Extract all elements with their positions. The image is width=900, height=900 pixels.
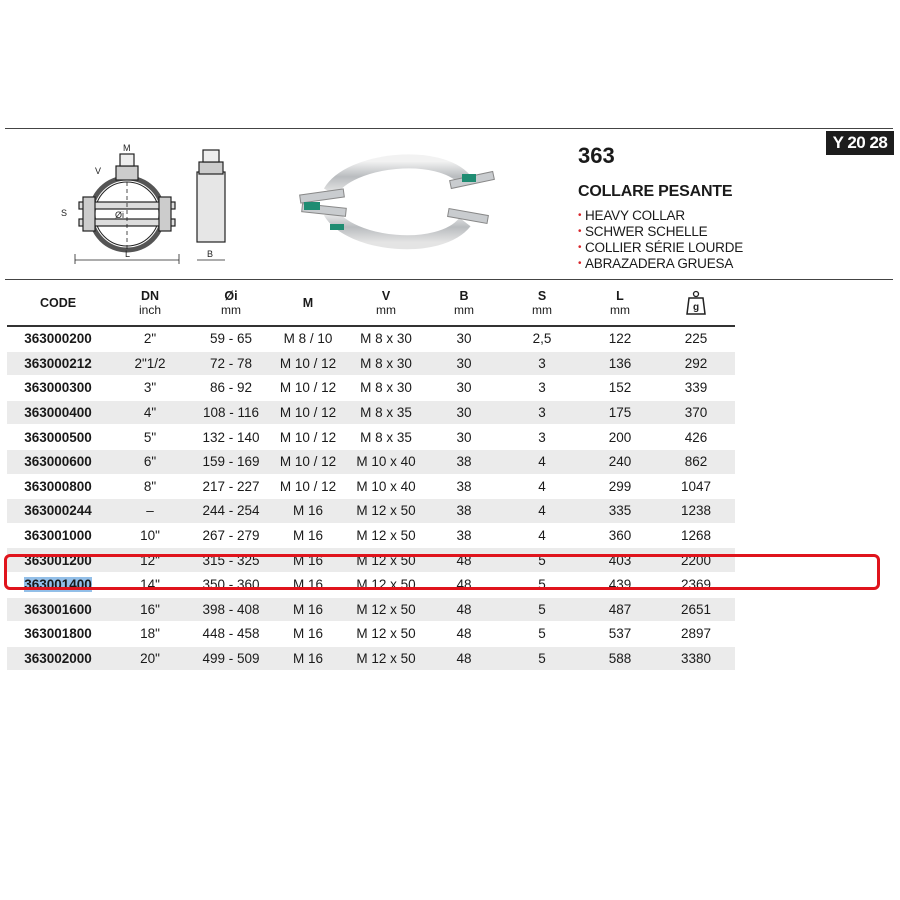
cell-code: 363000244	[7, 499, 109, 524]
cell-v: M 12 x 50	[345, 646, 427, 671]
cell-code: 363000200	[7, 326, 109, 351]
cell-di: 315 - 325	[191, 548, 271, 573]
cell-weight: 225	[657, 326, 735, 351]
cell-m: M 10 / 12	[271, 351, 345, 376]
col-header-m: M	[271, 281, 345, 326]
cell-m: M 10 / 12	[271, 376, 345, 401]
cell-di: 350 - 360	[191, 572, 271, 597]
cell-b: 38	[427, 449, 501, 474]
bullet-icon: •	[578, 242, 582, 253]
cell-m: M 10 / 12	[271, 400, 345, 425]
translations-list	[578, 208, 743, 272]
col-header-l: L mm	[583, 281, 657, 326]
cell-v: M 12 x 50	[345, 572, 427, 597]
cell-s: 5	[501, 572, 583, 597]
cell-dn: 6"	[109, 449, 191, 474]
cell-b: 48	[427, 548, 501, 573]
cell-s: 2,5	[501, 326, 583, 351]
cell-l: 299	[583, 474, 657, 499]
cell-v: M 8 x 35	[345, 425, 427, 450]
cell-l: 487	[583, 597, 657, 622]
cell-dn: 3"	[109, 376, 191, 401]
cell-code: 363001800	[7, 622, 109, 647]
cell-dn: 12"	[109, 548, 191, 573]
cell-s: 5	[501, 622, 583, 647]
dim-b-label: B	[207, 249, 214, 259]
cell-l: 588	[583, 646, 657, 671]
table-row[interactable]	[7, 474, 735, 499]
cell-weight: 2200	[657, 548, 735, 573]
dim-m-label: M	[123, 143, 131, 153]
cell-l: 403	[583, 548, 657, 573]
translation-item: • HEAVY COLLAR	[578, 208, 685, 223]
translation-item: • COLLIER SÉRIE LOURDE	[578, 240, 744, 255]
bullet-icon: •	[578, 210, 582, 221]
cell-b: 30	[427, 326, 501, 351]
cell-m: M 16	[271, 548, 345, 573]
cell-weight: 2651	[657, 597, 735, 622]
cell-di: 267 - 279	[191, 523, 271, 548]
cell-dn: 8"	[109, 474, 191, 499]
cell-m: M 16	[271, 523, 345, 548]
cell-dn: –	[109, 499, 191, 524]
cell-l: 136	[583, 351, 657, 376]
cell-m: M 16	[271, 499, 345, 524]
cell-code: 363001000	[7, 523, 109, 548]
weight-icon	[685, 290, 707, 316]
table-row[interactable]	[7, 376, 735, 401]
cell-l: 200	[583, 425, 657, 450]
cell-di: 159 - 169	[191, 449, 271, 474]
col-header-di: Øi mm	[191, 281, 271, 326]
cell-m: M 8 / 10	[271, 326, 345, 351]
col-header-code: CODE	[7, 281, 109, 326]
cell-weight: 2369	[657, 572, 735, 597]
table-row[interactable]	[7, 400, 735, 425]
col-header-weight	[657, 281, 735, 326]
cell-weight: 1238	[657, 499, 735, 524]
cell-m: M 10 / 12	[271, 449, 345, 474]
cell-s: 3	[501, 351, 583, 376]
cell-m: M 16	[271, 572, 345, 597]
selected-code-text[interactable]: 363001400	[24, 577, 92, 593]
row-highlight-box	[4, 554, 880, 593]
cell-v: M 12 x 50	[345, 622, 427, 647]
cell-dn: 18"	[109, 622, 191, 647]
table-header-row	[7, 281, 735, 326]
cell-b: 30	[427, 400, 501, 425]
cell-dn: 4"	[109, 400, 191, 425]
table-row[interactable]	[7, 326, 735, 351]
cell-l: 439	[583, 572, 657, 597]
cell-l: 360	[583, 523, 657, 548]
cell-dn: 20"	[109, 646, 191, 671]
cell-b: 38	[427, 474, 501, 499]
header-rule	[5, 279, 893, 280]
catalog-badge: Y 20 28	[826, 131, 894, 155]
cell-b: 30	[427, 425, 501, 450]
cell-code: 363002000	[7, 646, 109, 671]
cell-weight: 1268	[657, 523, 735, 548]
bullet-icon: •	[578, 226, 582, 237]
cell-s: 5	[501, 597, 583, 622]
cell-dn: 2"	[109, 326, 191, 351]
cell-s: 3	[501, 400, 583, 425]
cell-dn: 10"	[109, 523, 191, 548]
top-rule	[5, 128, 893, 129]
cell-weight: 1047	[657, 474, 735, 499]
dim-s-label: S	[61, 208, 68, 218]
cell-weight: 339	[657, 376, 735, 401]
cell-v: M 8 x 35	[345, 400, 427, 425]
cell-code: 363000500	[7, 425, 109, 450]
dim-d-label: Øi	[115, 210, 124, 220]
cell-di: 499 - 509	[191, 646, 271, 671]
cell-di: 72 - 78	[191, 351, 271, 376]
cell-v: M 12 x 50	[345, 523, 427, 548]
cell-l: 122	[583, 326, 657, 351]
product-number: 363	[578, 143, 615, 168]
cell-l: 335	[583, 499, 657, 524]
cell-b: 38	[427, 523, 501, 548]
product-name: COLLARE PESANTE	[578, 183, 733, 200]
translation-item: • SCHWER SCHELLE	[578, 224, 708, 239]
cell-weight: 370	[657, 400, 735, 425]
cell-dn: 5"	[109, 425, 191, 450]
table-row[interactable]	[7, 499, 735, 524]
technical-drawing	[55, 142, 230, 267]
col-header-v: V mm	[345, 281, 427, 326]
cell-m: M 16	[271, 646, 345, 671]
cell-di: 108 - 116	[191, 400, 271, 425]
cell-b: 38	[427, 499, 501, 524]
cell-code: 363000300	[7, 376, 109, 401]
cell-di: 86 - 92	[191, 376, 271, 401]
col-header-b: B mm	[427, 281, 501, 326]
translation-item: • ABRAZADERA GRUESA	[578, 256, 734, 271]
cell-code: 363000800	[7, 474, 109, 499]
dim-v-label: V	[95, 166, 102, 176]
svg-text:g: g	[692, 302, 700, 313]
cell-v: M 8 x 30	[345, 326, 427, 351]
cell-b: 48	[427, 597, 501, 622]
cell-code: 363000600	[7, 449, 109, 474]
cell-di: 448 - 458	[191, 622, 271, 647]
cell-b: 48	[427, 646, 501, 671]
cell-l: 175	[583, 400, 657, 425]
cell-code: 363000212	[7, 351, 109, 376]
cell-s: 5	[501, 646, 583, 671]
table-row[interactable]	[7, 523, 735, 548]
cell-code: 363000400	[7, 400, 109, 425]
cell-weight: 862	[657, 449, 735, 474]
cell-weight: 3380	[657, 646, 735, 671]
cell-dn: 16"	[109, 597, 191, 622]
cell-l: 152	[583, 376, 657, 401]
cell-l: 537	[583, 622, 657, 647]
cell-m: M 10 / 12	[271, 474, 345, 499]
cell-weight: 426	[657, 425, 735, 450]
cell-b: 48	[427, 572, 501, 597]
cell-v: M 10 x 40	[345, 474, 427, 499]
cell-l: 240	[583, 449, 657, 474]
table-row[interactable]	[7, 646, 735, 671]
cell-dn: 2"1/2	[109, 351, 191, 376]
cell-di: 59 - 65	[191, 326, 271, 351]
cell-s: 4	[501, 449, 583, 474]
cell-weight: 2897	[657, 622, 735, 647]
table-row[interactable]	[7, 449, 735, 474]
cell-s: 4	[501, 523, 583, 548]
cell-v: M 8 x 30	[345, 376, 427, 401]
bullet-icon: •	[578, 258, 582, 269]
cell-b: 30	[427, 376, 501, 401]
table-body	[7, 326, 735, 671]
spec-table	[7, 281, 735, 671]
cell-v: M 12 x 50	[345, 597, 427, 622]
col-header-s: S mm	[501, 281, 583, 326]
cell-v: M 12 x 50	[345, 499, 427, 524]
cell-di: 398 - 408	[191, 597, 271, 622]
cell-s: 4	[501, 499, 583, 524]
cell-code: 363001200	[7, 548, 109, 573]
cell-b: 30	[427, 351, 501, 376]
cell-di: 244 - 254	[191, 499, 271, 524]
cell-m: M 16	[271, 597, 345, 622]
cell-b: 48	[427, 622, 501, 647]
cell-weight: 292	[657, 351, 735, 376]
cell-s: 3	[501, 376, 583, 401]
cell-m: M 16	[271, 622, 345, 647]
cell-v: M 12 x 50	[345, 548, 427, 573]
dim-l-label: L	[125, 249, 131, 259]
cell-s: 5	[501, 548, 583, 573]
cell-dn: 14"	[109, 572, 191, 597]
cell-v: M 10 x 40	[345, 449, 427, 474]
table-row[interactable]	[7, 425, 735, 450]
cell-di: 217 - 227	[191, 474, 271, 499]
table-row[interactable]	[7, 351, 735, 376]
cell-s: 4	[501, 474, 583, 499]
table-row[interactable]	[7, 622, 735, 647]
cell-v: M 8 x 30	[345, 351, 427, 376]
cell-m: M 10 / 12	[271, 425, 345, 450]
col-header-dn: DN inch	[109, 281, 191, 326]
cell-code: 363001600	[7, 597, 109, 622]
cell-s: 3	[501, 425, 583, 450]
product-photo	[290, 150, 500, 250]
table-row[interactable]	[7, 597, 735, 622]
cell-di: 132 - 140	[191, 425, 271, 450]
